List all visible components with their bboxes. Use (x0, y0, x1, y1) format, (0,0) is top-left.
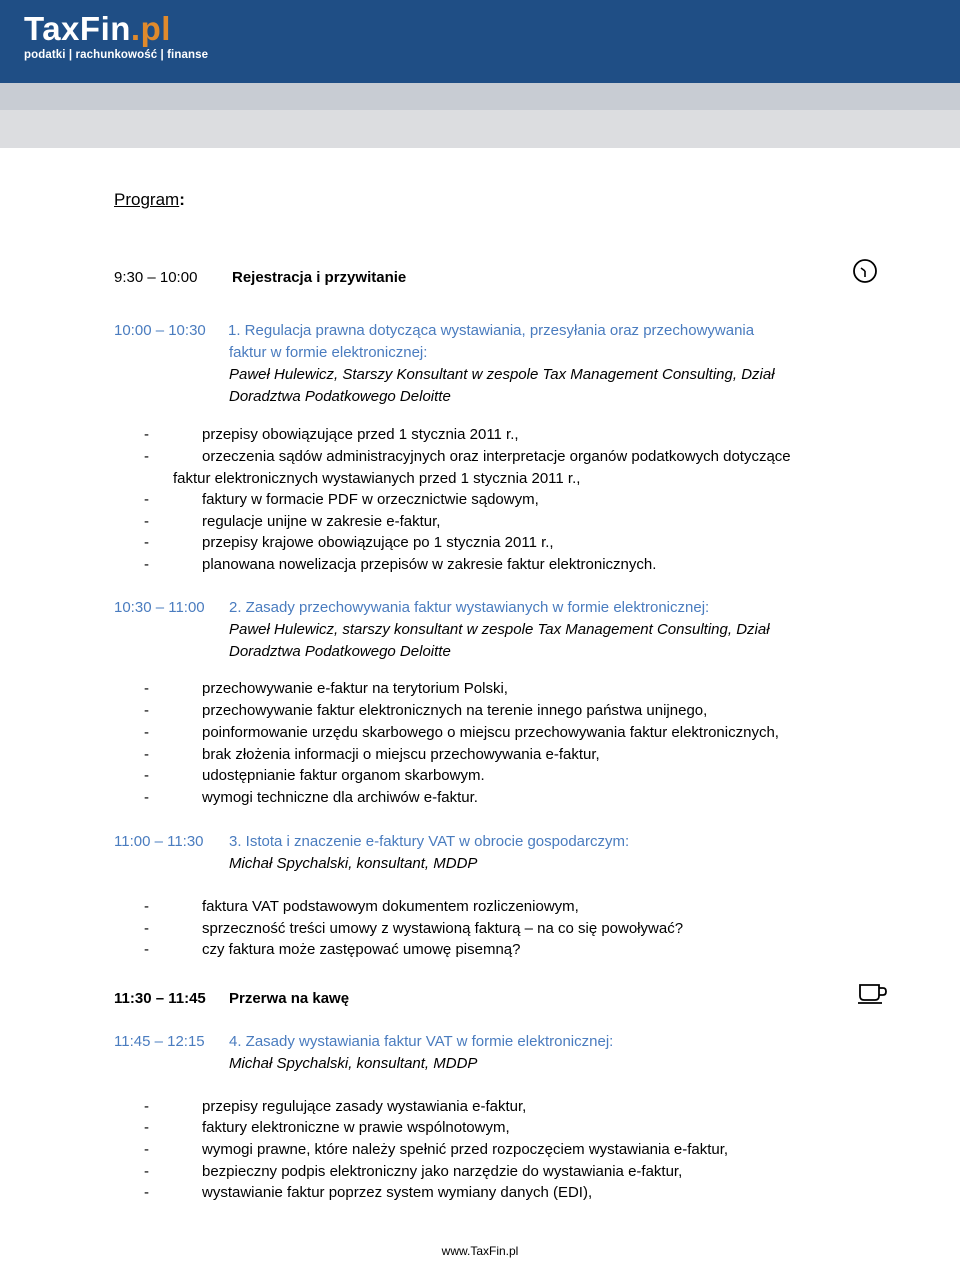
session-coffee-break (114, 988, 349, 1010)
session-title: 4. Zasady wystawiania faktur VAT w formie elektronicznej: (229, 1033, 614, 1050)
logo-name: TaxFin (24, 10, 131, 47)
list-item: - faktura VAT podstawowym dokumentem rozliczeniowym, (144, 898, 579, 915)
list-item: - bezpieczny podpis elektroniczny jako narzędzie do wystawiania e-faktur, (144, 1163, 683, 1180)
session-time: 11:45 – 12:15 (114, 1033, 205, 1050)
list-item: - przepisy krajowe obowiązujące po 1 stycznia 2011 r., (144, 534, 554, 551)
coffee-cup-icon (857, 982, 889, 1006)
list-item: - przechowywanie faktur elektronicznych na terenie innego państwa unijnego, (144, 702, 708, 719)
session-4-title-row (114, 1031, 613, 1053)
session-title-cont: faktur w formie elektronicznej: (229, 344, 428, 361)
list-item: - przepisy obowiązujące przed 1 stycznia 2011 r., (144, 426, 519, 443)
list-item: - przepisy regulujące zasady wystawiania e-faktur, (144, 1098, 527, 1115)
list-item: - udostępnianie faktur organom skarbowym. (144, 767, 485, 784)
taxfin-logo[interactable] (24, 10, 208, 61)
session-registration (114, 267, 406, 289)
session-3-title-row (114, 831, 629, 853)
list-item: - regulacje unijne w zakresie e-faktur, (144, 513, 441, 530)
program-label: Program (114, 190, 180, 209)
header-band (0, 83, 960, 110)
session-speaker-cont: Doradztwa Podatkowego Deloitte (229, 643, 451, 660)
logo-tagline: podatki | rachunkowość | finanse (24, 49, 209, 61)
list-item: - sprzeczność treści umowy z wystawioną fakturą – na co się powoływać? (144, 920, 684, 937)
session-time: 11:30 – 11:45 (114, 990, 206, 1007)
session-title: Przerwa na kawę (229, 990, 350, 1007)
session-title: 1. Regulacja prawna dotycząca wystawiania, przesyłania oraz przechowywania (228, 322, 755, 339)
session-speaker: Michał Spychalski, konsultant, MDDP (229, 855, 478, 872)
list-item: - brak złożenia informacji o miejscu przechowywania e-faktur, (144, 746, 600, 763)
session-time: 11:00 – 11:30 (114, 833, 204, 850)
program-title (114, 190, 185, 210)
session-title: 3. Istota i znaczenie e-faktury VAT w obrocie gospodarczym: (229, 833, 630, 850)
clock-icon (852, 258, 878, 284)
header-band-gray (0, 110, 960, 148)
list-item: - wystawianie faktur poprzez system wymiany danych (EDI), (144, 1184, 593, 1201)
list-item: - faktury elektroniczne w prawie wspólnotowym, (144, 1119, 510, 1136)
list-item: - planowana nowelizacja przepisów w zakresie faktur elektronicznych. (144, 556, 657, 573)
session-speaker-cont: Doradztwa Podatkowego Deloitte (229, 388, 451, 405)
list-item: - wymogi techniczne dla archiwów e-faktur. (144, 789, 478, 806)
session-2-title-row (114, 597, 709, 619)
session-speaker: Paweł Hulewicz, starszy konsultant w zespole Tax Management Consulting, Dział (229, 621, 770, 638)
session-title: Rejestracja i przywitanie (232, 269, 407, 286)
list-item: - faktury w formacie PDF w orzecznictwie sądowym, (144, 491, 539, 508)
session-speaker: Paweł Hulewicz, Starszy Konsultant w zespole Tax Management Consulting, Dział (229, 366, 775, 383)
session-title: 2. Zasady przechowywania faktur wystawianych w formie elektronicznej: (229, 599, 710, 616)
list-item: - wymogi prawne, które należy spełnić przed rozpoczęciem wystawiania e-faktur, (144, 1141, 729, 1158)
session-time: 9:30 – 10:00 (114, 269, 198, 286)
list-item: - czy faktura może zastępować umowę pisemną? (144, 941, 521, 958)
footer-url[interactable]: www.TaxFin.pl (441, 1244, 519, 1258)
program-colon: : (179, 190, 185, 209)
logo-tld: .pl (130, 10, 171, 47)
list-item-cont: faktur elektronicznych wystawianych przed 1 stycznia 2011 r., (173, 470, 581, 487)
session-1-title-row (114, 320, 754, 342)
session-speaker: Michał Spychalski, konsultant, MDDP (229, 1055, 478, 1072)
list-item: - orzeczenia sądów administracyjnych oraz interpretacje organów podatkowych dotyczące (144, 448, 791, 465)
list-item: - poinformowanie urzędu skarbowego o miejscu przechowywania faktur elektronicznych, (144, 724, 779, 741)
session-time: 10:30 – 11:00 (114, 599, 205, 616)
list-item: - przechowywanie e-faktur na terytorium Polski, (144, 680, 508, 697)
session-time: 10:00 – 10:30 (114, 322, 206, 339)
